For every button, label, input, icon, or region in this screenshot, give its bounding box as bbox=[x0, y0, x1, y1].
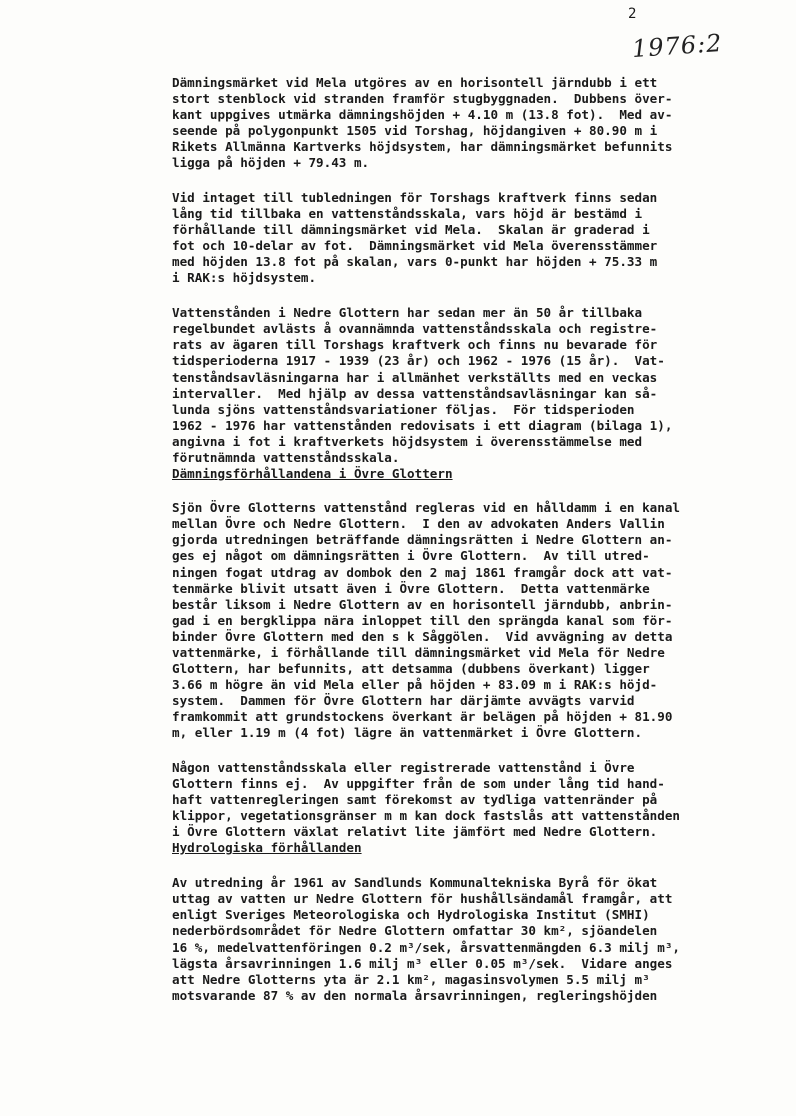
paragraph-damningsmarket: Dämningsmärket vid Mela utgöres av en horisontell järndubb i ett stort stenblock vid stranden framför stugbyggnaden. Dubbens över- kant uppgives utmärka dämningshöjden + 4.10 m (13.8 fot). Med av- seende på polygonpunkt 1505 vid Torshag, höjdangiven + 80.90 m i Rikets Allmänna Kartverks höjdsystem, har dämningsmärket befunnits ligga på höjden + 79.43 m. bbox=[172, 75, 673, 171]
section-heading-damning-ovre: Dämningsförhållandena i Övre Glottern bbox=[172, 466, 453, 482]
paragraph-hydrologiska: Av utredning år 1961 av Sandlunds Kommunaltekniska Byrå för ökat uttag av vatten ur Nedre Glottern för hushållsändamål framgår, att enligt Sveriges Meteorologiska och Hydrologiska Institut (SMHI) nederbördsområdet för Nedre Glottern omfattar 30 km², sjöandelen 16 %, medelvattenföringen 0.2 m³/sek, årsvattenmängden 6.3 milj m³, lägsta årsavrinningen 1.6 milj m³ eller 0.05 m³/sek. Vidare anges att Nedre Glotterns yta är 2.1 km², magasinsvolymen 5.5 milj m³ motsvarande 87 % av den normala årsavrinningen, regleringshöjden bbox=[172, 875, 680, 1003]
document-body bbox=[172, 75, 752, 1004]
paragraph-vattenstandsskala-ovre: Någon vattenståndsskala eller registrerade vattenstånd i Övre Glottern finns ej. Av uppgifter från de som under lång tid hand- haft vattenregleringen samt förekomst av tydliga vattenränder på klippor, vegetationsgränser m m kan dock fastslås att vattenstånden i Övre Glottern växlat relativt lite jämfört med Nedre Glottern. bbox=[172, 759, 680, 839]
page-number: 2 bbox=[628, 6, 637, 22]
section-heading-hydrologiska: Hydrologiska förhållanden bbox=[172, 840, 362, 856]
paragraph-ovre-glottern: Sjön Övre Glotterns vattenstånd regleras vid en hålldamm i en kanal mellan Övre och Nedre Glottern. I den av advokaten Anders Vallin gjorda utredningen beträffande dämningsrätten i Nedre Glottern an- ges ej något om dämningsrätten i Övre Glottern. Av till utred- ningen fogat utdrag av dombok den 2 maj 1861 framgår dock att vat- tenmärke blivit utsatt även i Övre Glottern. Detta vattenmärke består liksom i Nedre Glottern av en horisontell järndubb, anbrin- gad i en bergklippa nära inloppet till den sprängda kanal som för- binder Övre Glottern med den s k Såggölen. Vid avvägning av detta vattenmärke, i förhållande till dämningsmärket vid Mela för Nedre Glottern, har befunnits, att detsamma (dubbens överkant) ligger 3.66 m högre än vid Mela eller på höjden + 83.09 m i RAK:s höjd- system. Dammen för Övre Glottern har därjämte avvägts varvid framkommit att grundstockens överkant är belägen på höjden + 81.90 m, eller 1.19 m (4 fot) lägre än vattenmärket i Övre Glottern. bbox=[172, 500, 680, 741]
paragraph-vattenstandsskala: Vid intaget till tubledningen för Torshags kraftverk finns sedan lång tid tillbaka en vattenståndsskala, vars höjd är bestämd i förhållande till dämningsmärket vid Mela. Skalan är graderad i fot och 10-delar av fot. Dämningsmärket vid Mela överensstämmer med höjden 13.8 fot på skalan, vars 0-punkt har höjden + 75.33 m i RAK:s höjdsystem. bbox=[172, 189, 658, 286]
paragraph-vattenstanden-nedre: Vattenstånden i Nedre Glottern har sedan mer än 50 år tillbaka regelbundet avlästs å ovannämnda vattenståndsskala och registre- rats av ägaren till Torshags kraftverk och finns nu bevarade för tidsperioderna 1917 - 1939 (23 år) och 1962 - 1976 (15 år). Vat- tenståndsavläsningarna har i allmänhet verkställts med en veckas intervaller. Med hjälp av dessa vattenståndsavläsningar kan så- lunda sjöns vattenståndsvariationer följas. För tidsperioden 1962 - 1976 har vattenstånden redovisats i ett diagram (bilaga 1), angivna i fot i kraftverkets höjdsystem i överensstämmelse med förutnämnda vattenståndsskala. bbox=[172, 305, 673, 465]
handwritten-annotation: 1976:2 bbox=[631, 28, 724, 64]
